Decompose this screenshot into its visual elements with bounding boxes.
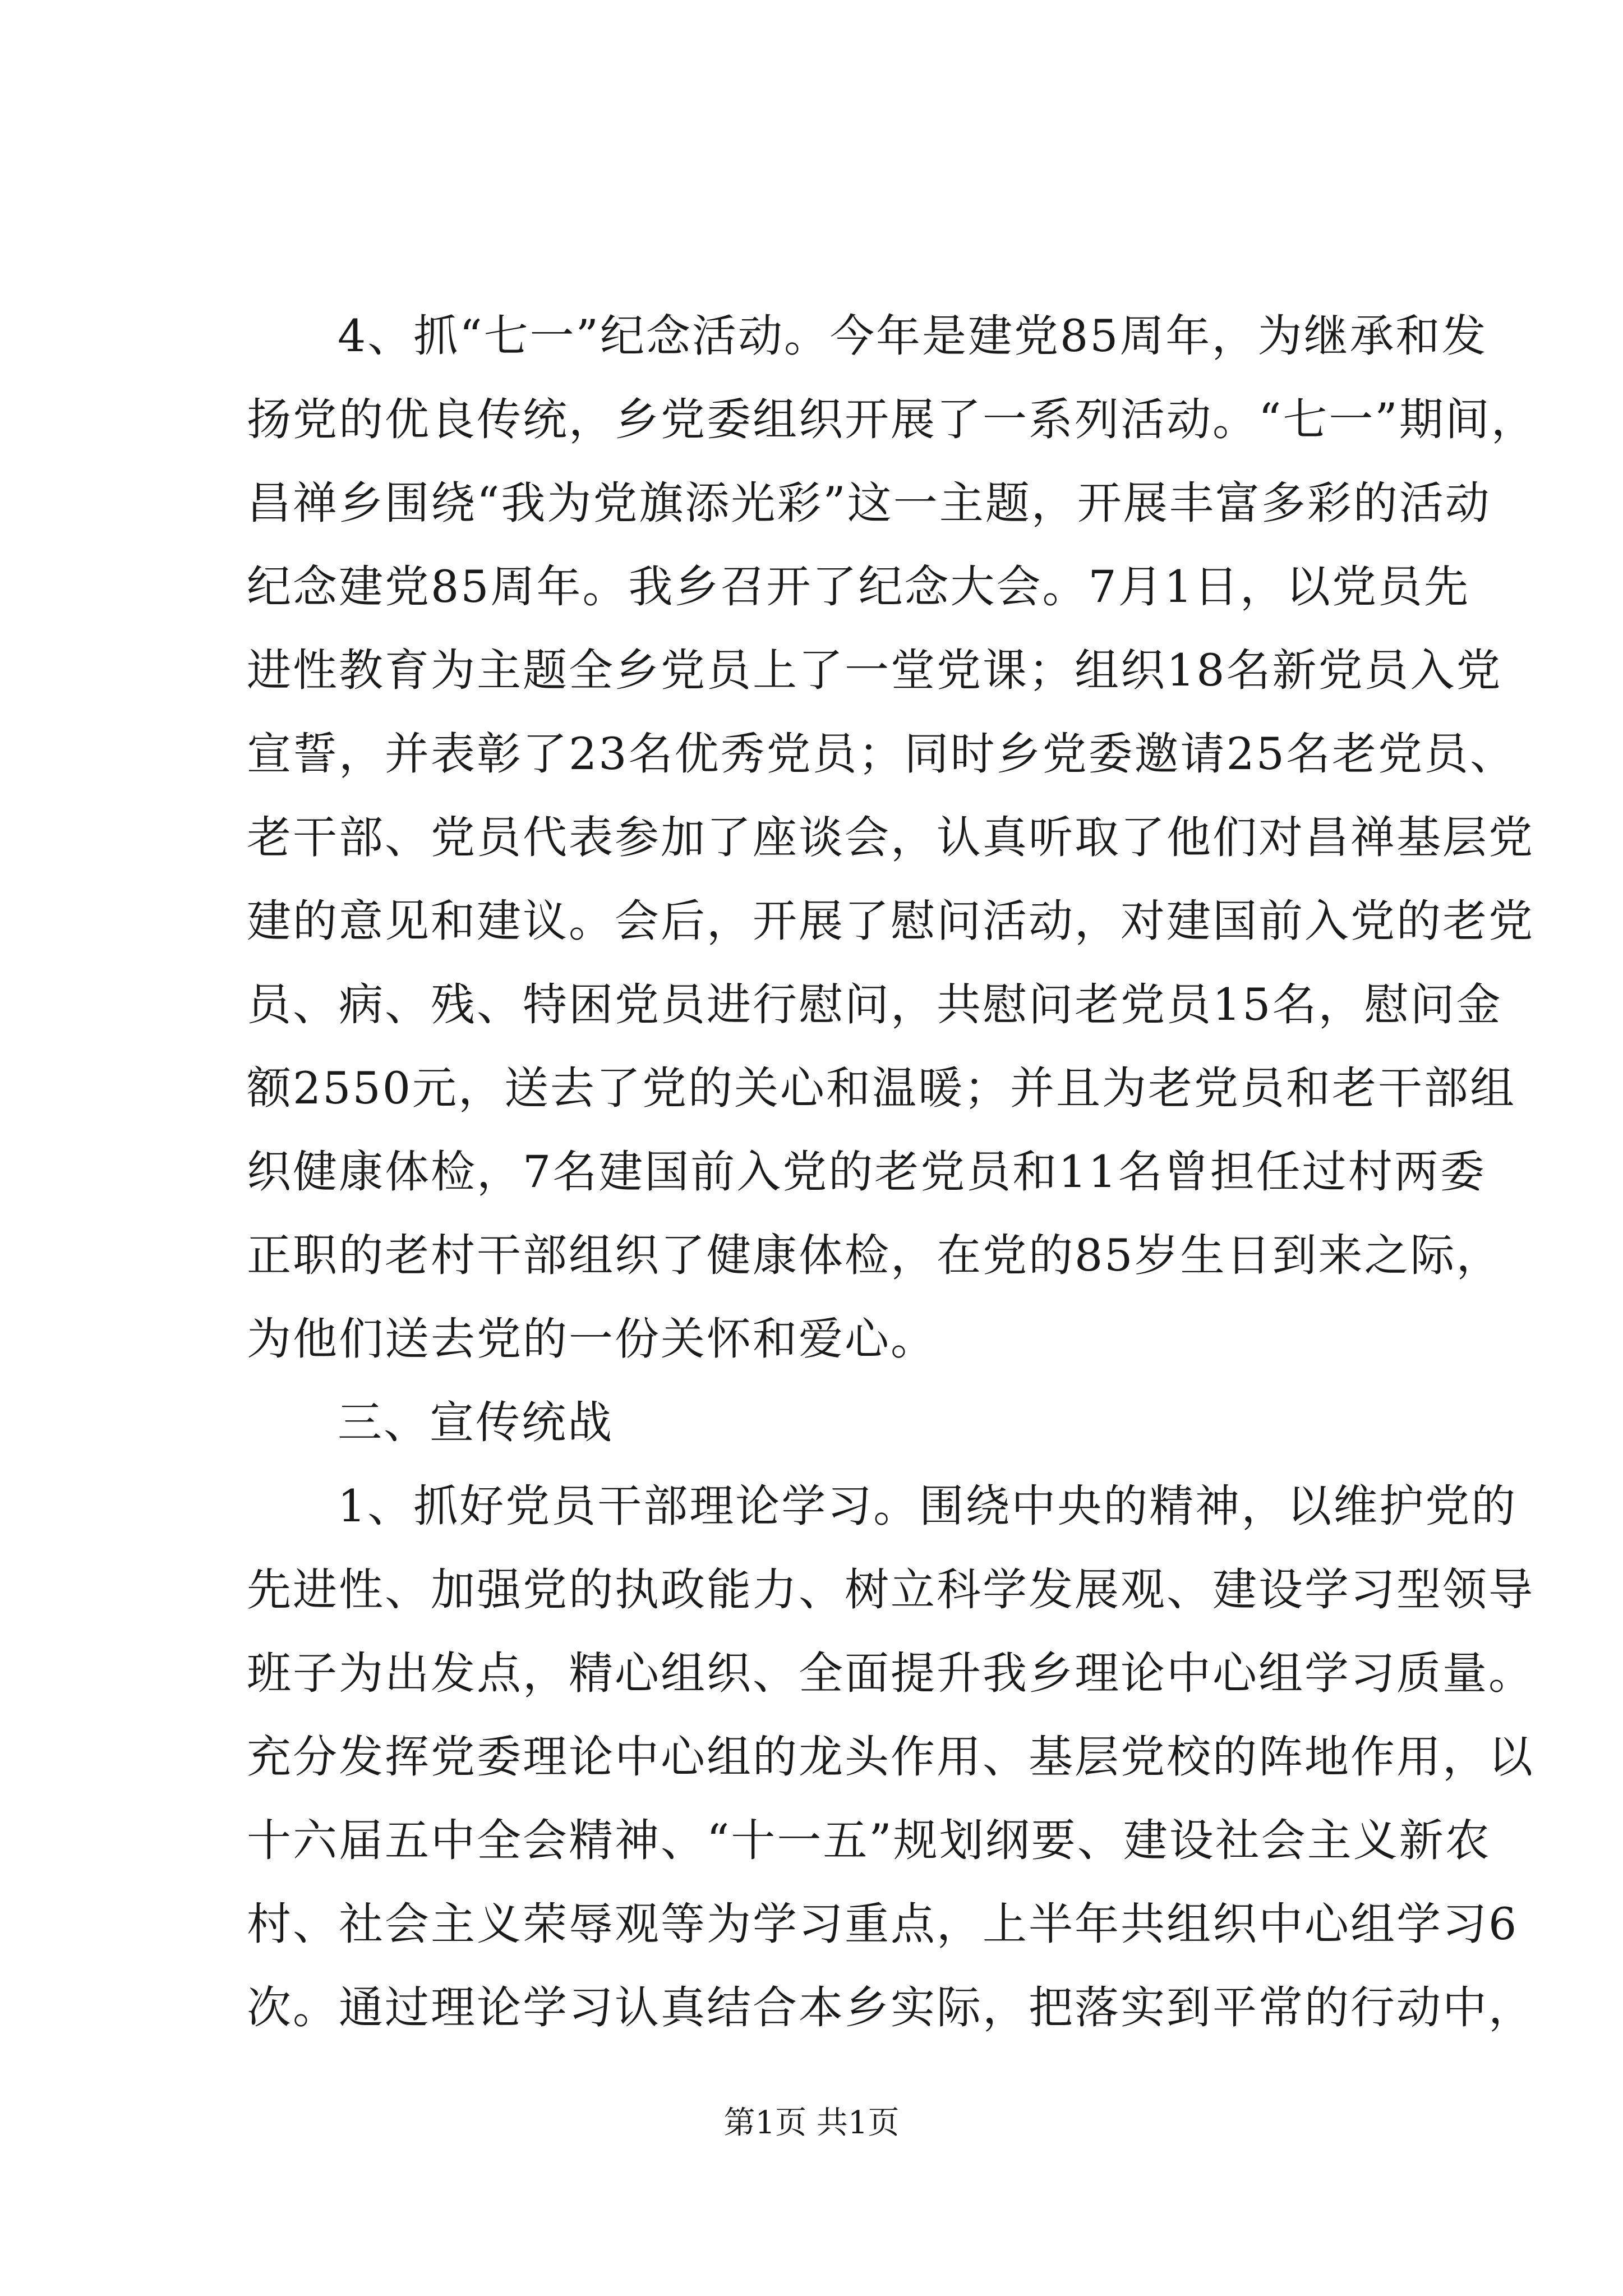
paragraph-line: 昌禅乡围绕“我为党旗添光彩”这一主题，开展丰富多彩的活动 <box>247 477 1491 529</box>
paragraph-line: 村、社会主义荣辱观等为学习重点，上半年共组织中心组学习6 <box>247 1898 1519 1950</box>
paragraph-line: 纪念建党85周年。我乡召开了纪念大会。7月1日，以党员先 <box>247 561 1470 613</box>
paragraph-line: 进性教育为主题全乡党员上了一堂党课；组织18名新党员入党 <box>247 645 1502 696</box>
paragraph-line: 十六届五中全会精神、“十一五”规划纲要、建设社会主义新农 <box>247 1815 1491 1866</box>
paragraph-line: 次。通过理论学习认真结合本乡实际，把落实到平常的行动中， <box>247 1982 1534 2033</box>
page-number-footer: 第1页 共1页 <box>723 2105 900 2141</box>
paragraph-line: 额2550元，送去了党的关心和温暖；并且为老党员和老干部组 <box>247 1062 1516 1114</box>
paragraph-line: 老干部、党员代表参加了座谈会，认真听取了他们对昌禅基层党 <box>247 812 1534 863</box>
paragraph-line: 扬党的优良传统，乡党委组织开展了一系列活动。“七一”期间， <box>247 394 1537 445</box>
paragraph-line: 班子为出发点，精心组织、全面提升我乡理论中心组学习质量。 <box>247 1648 1534 1699</box>
paragraph-line: 4、抓“七一”纪念活动。今年是建党85周年，为继承和发 <box>338 310 1488 362</box>
paragraph-line: 充分发挥党委理论中心组的龙头作用、基层党校的阵地作用，以 <box>247 1731 1534 1783</box>
paragraph-line: 织健康体检，7名建国前入党的老党员和11名曾担任过村两委 <box>247 1146 1486 1198</box>
paragraph-line: 建的意见和建议。会后，开展了慰问活动，对建国前入党的老党 <box>247 895 1534 947</box>
paragraph-line: 1、抓好党员干部理论学习。围绕中央的精神，以维护党的 <box>338 1480 1518 1532</box>
paragraph-line: 宣誓，并表彰了23名优秀党员；同时乡党委邀请25名老党员、 <box>247 728 1516 780</box>
section-heading: 三、宣传统战 <box>338 1397 614 1448</box>
paragraph-line: 员、病、残、特困党员进行慰问，共慰问老党员15名，慰问金 <box>247 979 1502 1030</box>
paragraph-line: 正职的老村干部组织了健康体检，在党的85岁生日到来之际， <box>247 1230 1502 1281</box>
paragraph-line: 先进性、加强党的执政能力、树立科学发展观、建设学习型领导 <box>247 1564 1534 1616</box>
document-body <box>247 295 1537 2050</box>
paragraph-line: 为他们送去党的一份关怀和爱心。 <box>247 1313 937 1365</box>
